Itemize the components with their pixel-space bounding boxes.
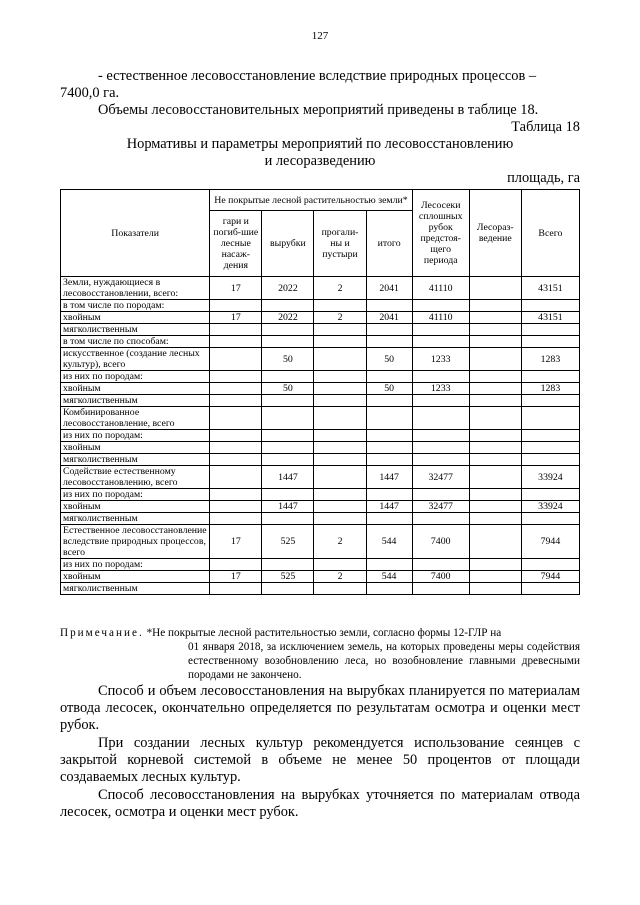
table-row	[61, 383, 580, 395]
cell-c1: 17	[210, 525, 262, 559]
cell-c6	[469, 336, 521, 348]
table-row	[61, 312, 580, 324]
table-row	[61, 583, 580, 595]
cell-c4	[366, 371, 412, 383]
cell-c5: 7400	[412, 571, 469, 583]
cell-c5: 1233	[412, 383, 469, 395]
cell-c1	[210, 407, 262, 430]
cell-c1	[210, 348, 262, 371]
cell-c5	[412, 371, 469, 383]
cell-c3	[314, 348, 366, 371]
row-label: мягколиственным	[61, 324, 210, 336]
cell-c4	[366, 454, 412, 466]
header-clearings: вырубки	[262, 211, 314, 277]
intro-line-2: 7400,0 га.	[60, 85, 120, 101]
header-not-covered: Не покрытые лесной растительностью земли*	[210, 190, 412, 211]
table-row	[61, 348, 580, 371]
cell-c5	[412, 513, 469, 525]
cell-c2	[262, 442, 314, 454]
table-row	[61, 324, 580, 336]
cell-c1: 17	[210, 312, 262, 324]
cell-c5	[412, 454, 469, 466]
cell-c2	[262, 454, 314, 466]
note-text-first: *Не покрытые лесной растительностью земли, согласно формы 12-ГЛР на	[146, 627, 502, 639]
cell-c6	[469, 430, 521, 442]
cell-c6	[469, 513, 521, 525]
cell-c3	[314, 324, 366, 336]
cell-c5	[412, 395, 469, 407]
cell-c3	[314, 583, 366, 595]
cell-c3	[314, 442, 366, 454]
cell-c1	[210, 300, 262, 312]
cell-c7: 33924	[521, 501, 579, 513]
row-label: из них по породам:	[61, 430, 210, 442]
row-label: хвойным	[61, 312, 210, 324]
table-label: Таблица 18	[511, 119, 580, 135]
cell-c2: 525	[262, 525, 314, 559]
header-glades: прогали-ны и пустыри	[314, 211, 366, 277]
cell-c6	[469, 454, 521, 466]
row-label: хвойным	[61, 383, 210, 395]
cell-c4: 544	[366, 525, 412, 559]
page-number: 127	[311, 30, 329, 42]
row-label: хвойным	[61, 571, 210, 583]
cell-c7	[521, 395, 579, 407]
cell-c7	[521, 371, 579, 383]
cell-c5	[412, 583, 469, 595]
cell-c5	[412, 489, 469, 501]
cell-c1: 17	[210, 571, 262, 583]
cell-c4: 1447	[366, 466, 412, 489]
cell-c4: 2041	[366, 312, 412, 324]
cell-c1	[210, 513, 262, 525]
cell-c5: 41110	[412, 277, 469, 300]
cell-c7	[521, 336, 579, 348]
cell-c1	[210, 583, 262, 595]
cell-c7	[521, 442, 579, 454]
cell-c6	[469, 407, 521, 430]
cell-c3	[314, 300, 366, 312]
cell-c7	[521, 583, 579, 595]
cell-c4	[366, 395, 412, 407]
cell-c4: 2041	[366, 277, 412, 300]
cell-c6	[469, 583, 521, 595]
cell-c6	[469, 571, 521, 583]
cell-c1	[210, 336, 262, 348]
row-label: хвойным	[61, 501, 210, 513]
cell-c5	[412, 407, 469, 430]
cell-c5: 7400	[412, 525, 469, 559]
table-row	[61, 454, 580, 466]
cell-c6	[469, 559, 521, 571]
table-title-line-2: и лесоразведению	[264, 153, 376, 169]
cell-c2	[262, 395, 314, 407]
row-label: хвойным	[61, 442, 210, 454]
table-row	[61, 525, 580, 559]
row-label: Содействие естественному лесовосстановлению, всего	[61, 466, 210, 489]
cell-c5	[412, 442, 469, 454]
cell-c1	[210, 466, 262, 489]
cell-c1	[210, 559, 262, 571]
cell-c3	[314, 513, 366, 525]
row-label: из них по породам:	[61, 489, 210, 501]
cell-c4	[366, 300, 412, 312]
cell-c3: 2	[314, 525, 366, 559]
cell-c5: 32477	[412, 501, 469, 513]
cell-c2	[262, 371, 314, 383]
header-afforestation: Лесораз-ведение	[469, 190, 521, 277]
cell-c1: 17	[210, 277, 262, 300]
intro-line-1: - естественное лесовосстановление вследствие природных процессов –	[98, 68, 537, 84]
cell-c7: 43151	[521, 277, 579, 300]
cell-c4	[366, 489, 412, 501]
cell-c2	[262, 559, 314, 571]
cell-c4	[366, 583, 412, 595]
cell-c7	[521, 454, 579, 466]
cell-c2	[262, 513, 314, 525]
cell-c2: 2022	[262, 277, 314, 300]
cell-c7: 7944	[521, 571, 579, 583]
table-row	[61, 442, 580, 454]
cell-c6	[469, 501, 521, 513]
row-label: мягколиственным	[61, 513, 210, 525]
measures-table	[60, 189, 580, 595]
cell-c7: 1283	[521, 348, 579, 371]
cell-c2: 50	[262, 383, 314, 395]
cell-c3	[314, 336, 366, 348]
intro-line-3: Объемы лесовосстановительных мероприятий приведены в таблице 18.	[98, 102, 539, 118]
row-label: из них по породам:	[61, 559, 210, 571]
row-label: искусственное (создание лесных культур), всего	[61, 348, 210, 371]
cell-c7	[521, 430, 579, 442]
cell-c7	[521, 489, 579, 501]
cell-c3	[314, 395, 366, 407]
cell-c4: 544	[366, 571, 412, 583]
cell-c4	[366, 324, 412, 336]
cell-c5	[412, 300, 469, 312]
cell-c2	[262, 583, 314, 595]
cell-c7: 7944	[521, 525, 579, 559]
cell-c1	[210, 383, 262, 395]
cell-c4	[366, 559, 412, 571]
cell-c7	[521, 513, 579, 525]
cell-c2	[262, 489, 314, 501]
table-row	[61, 407, 580, 430]
cell-c2	[262, 430, 314, 442]
cell-c4: 50	[366, 383, 412, 395]
cell-c6	[469, 525, 521, 559]
table-row	[61, 277, 580, 300]
header-total: Всего	[521, 190, 579, 277]
cell-c3: 2	[314, 571, 366, 583]
cell-c2: 1447	[262, 466, 314, 489]
row-label: в том числе по породам:	[61, 300, 210, 312]
cell-c6	[469, 489, 521, 501]
cell-c2: 2022	[262, 312, 314, 324]
row-label: мягколиственным	[61, 395, 210, 407]
cell-c6	[469, 277, 521, 300]
table-row	[61, 336, 580, 348]
cell-c6	[469, 466, 521, 489]
cell-c6	[469, 383, 521, 395]
table-row	[61, 501, 580, 513]
table-row	[61, 559, 580, 571]
cell-c5: 1233	[412, 348, 469, 371]
cell-c3	[314, 430, 366, 442]
cell-c4	[366, 336, 412, 348]
paragraph-3: Способ лесовосстановления на вырубках уточняется по материалам отвода лесосек, осмотра и оценки мест рубок.	[60, 787, 580, 820]
cell-c5	[412, 324, 469, 336]
table-row	[61, 395, 580, 407]
cell-c6	[469, 324, 521, 336]
table-row	[61, 489, 580, 501]
cell-c5	[412, 430, 469, 442]
header-cutting-areas: Лесосеки сплошных рубок предстоя-щего периода	[412, 190, 469, 277]
row-label: в том числе по способам:	[61, 336, 210, 348]
cell-c5	[412, 559, 469, 571]
cell-c2	[262, 336, 314, 348]
paragraph-1: Способ и объем лесовосстановления на вырубках планируется по материалам отвода лесосек, окончательно определяется по результатам осмотра и оценки мест рубок.	[60, 683, 580, 733]
cell-c1	[210, 324, 262, 336]
row-label: Земли, нуждающиеся в лесовосстановлении, всего:	[61, 277, 210, 300]
cell-c3	[314, 371, 366, 383]
paragraph-2: При создании лесных культур рекомендуется использование сеянцев с закрытой корневой системой в объеме не менее 50 процентов от площади создаваемых лесных культур.	[60, 735, 580, 785]
cell-c5: 41110	[412, 312, 469, 324]
cell-c3	[314, 559, 366, 571]
table-row	[61, 466, 580, 489]
cell-c6	[469, 348, 521, 371]
cell-c7	[521, 559, 579, 571]
cell-c4	[366, 513, 412, 525]
header-burnt: гари и погиб-шие лесные насаж-дения	[210, 211, 262, 277]
cell-c2: 1447	[262, 501, 314, 513]
cell-c5	[412, 336, 469, 348]
cell-c3	[314, 454, 366, 466]
table-row	[61, 513, 580, 525]
cell-c7	[521, 300, 579, 312]
cell-c7: 43151	[521, 312, 579, 324]
cell-c4	[366, 442, 412, 454]
table-row	[61, 571, 580, 583]
table-row	[61, 371, 580, 383]
table-row	[61, 300, 580, 312]
cell-c1	[210, 430, 262, 442]
cell-c1	[210, 395, 262, 407]
cell-c6	[469, 300, 521, 312]
cell-c1	[210, 454, 262, 466]
cell-c3: 2	[314, 312, 366, 324]
cell-c1	[210, 489, 262, 501]
cell-c3	[314, 407, 366, 430]
cell-c6	[469, 371, 521, 383]
cell-c7: 33924	[521, 466, 579, 489]
cell-c3	[314, 501, 366, 513]
header-indicators: Показатели	[61, 190, 210, 277]
cell-c7	[521, 407, 579, 430]
cell-c2: 50	[262, 348, 314, 371]
units-label: площадь, га	[507, 170, 580, 186]
cell-c1	[210, 371, 262, 383]
cell-c3: 2	[314, 277, 366, 300]
cell-c6	[469, 312, 521, 324]
cell-c1	[210, 442, 262, 454]
cell-c1	[210, 501, 262, 513]
cell-c2	[262, 324, 314, 336]
cell-c6	[469, 395, 521, 407]
table-note	[60, 626, 580, 682]
cell-c7: 1283	[521, 383, 579, 395]
row-label: Естественное лесовосстановление вследствие природных процессов, всего	[61, 525, 210, 559]
row-label: Комбинированное лесовосстановление, всего	[61, 407, 210, 430]
header-total-sub: итого	[366, 211, 412, 277]
row-label: из них по породам:	[61, 371, 210, 383]
table-title-line-1: Нормативы и параметры мероприятий по лесовосстановлению	[126, 136, 514, 152]
cell-c7	[521, 324, 579, 336]
cell-c4: 1447	[366, 501, 412, 513]
cell-c6	[469, 442, 521, 454]
note-text-rest: 01 января 2018, за исключением земель, на которых проведены меры содействия естественному возобновлению леса, но возобновление главными древесными породами не закончено.	[188, 641, 580, 681]
row-label: мягколиственным	[61, 454, 210, 466]
cell-c2	[262, 300, 314, 312]
cell-c3	[314, 383, 366, 395]
cell-c3	[314, 489, 366, 501]
cell-c4	[366, 430, 412, 442]
cell-c5: 32477	[412, 466, 469, 489]
cell-c2: 525	[262, 571, 314, 583]
table-row	[61, 430, 580, 442]
cell-c3	[314, 466, 366, 489]
cell-c2	[262, 407, 314, 430]
note-label: Примечание.	[60, 627, 144, 639]
cell-c4: 50	[366, 348, 412, 371]
row-label: мягколиственным	[61, 583, 210, 595]
cell-c4	[366, 407, 412, 430]
